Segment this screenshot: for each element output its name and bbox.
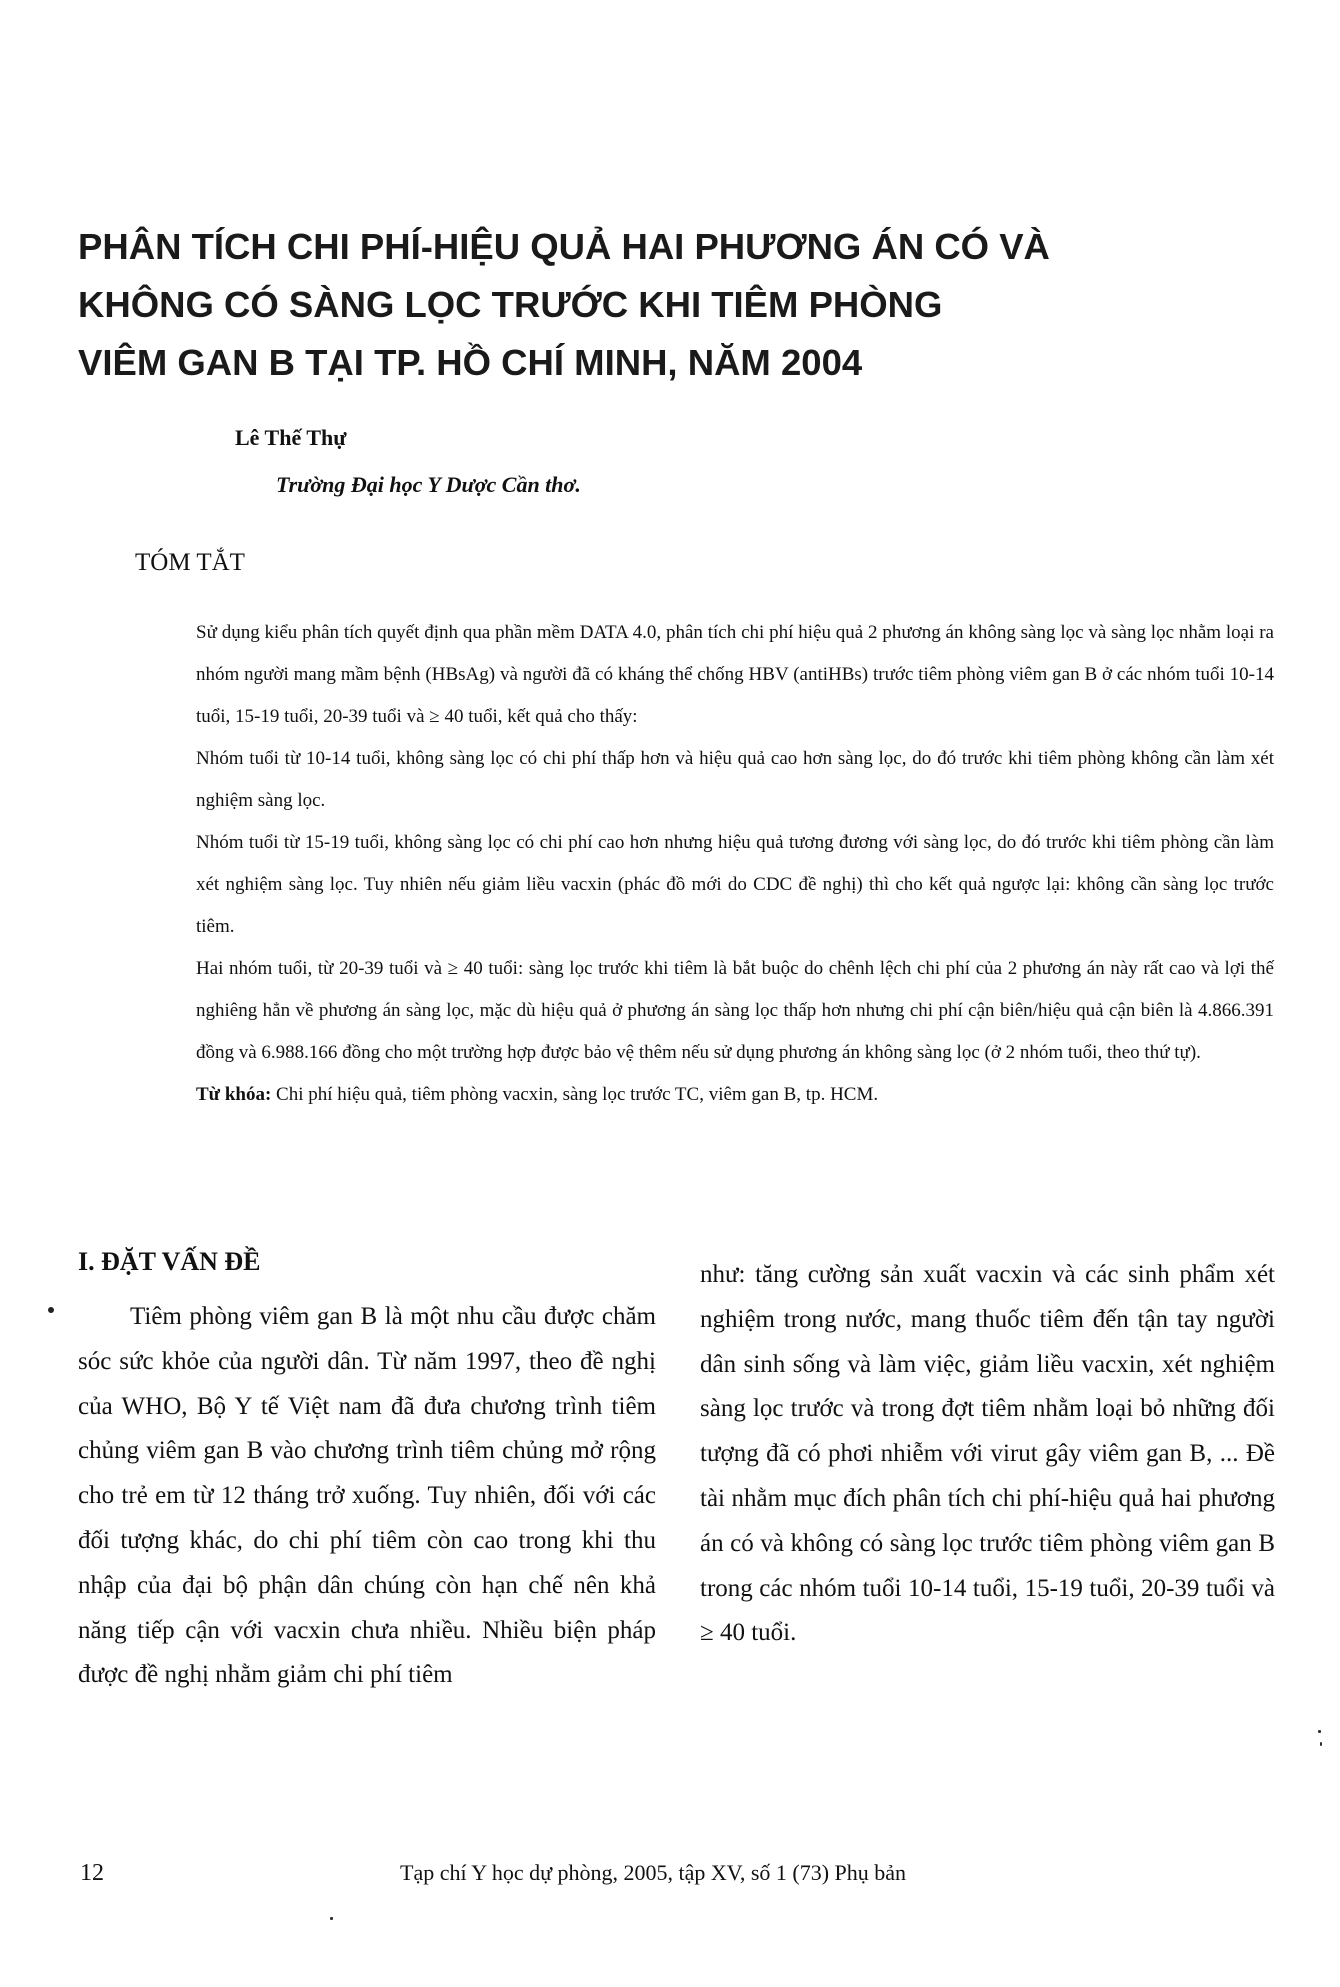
author-affiliation: Trường Đại học Y Dược Cần thơ. [276,472,581,497]
keywords-text: Chi phí hiệu quả, tiêm phòng vacxin, sàng lọc trước TC, viêm gan B, tp. HCM. [271,1084,879,1105]
margin-dot [48,1307,54,1313]
title-line-2: KHÔNG CÓ SÀNG LỌC TRƯỚC KHI TIÊM PHÒNG [78,284,943,325]
section-heading: I. ĐẶT VẤN ĐỀ [78,1247,261,1276]
scan-speck [1320,1742,1322,1746]
title-line-1: PHÂN TÍCH CHI PHÍ-HIỆU QUẢ HAI PHƯƠNG ÁN CÓ VÀ [78,226,1050,267]
body-column-left: Tiêm phòng viêm gan B là một nhu cầu được chăm sóc sức khỏe của người dân. Từ năm 1997, theo đề nghị của WHO, Bộ Y tế Việt nam đã đưa chương trình tiêm chủng viêm gan B vào chương trình tiêm chủng mở rộng cho trẻ em từ 12 tháng trở xuống. Tuy nhiên, đối với các đối tượng khác, do chi phí tiêm còn cao trong khi thu nhập của đại bộ phận dân chúng còn hạn chế nên khả năng tiếp cận với vacxin chưa nhiều. Nhiều biện pháp được đề nghị nhằm giảm chi phí tiêm [78,1303,656,1689]
keywords-label: Từ khóa: [196,1084,272,1105]
article-title [78,218,1198,392]
abstract-paragraph-2: Nhóm tuổi từ 10-14 tuổi, không sàng lọc có chi phí thấp hơn và hiệu quả cao hơn sàng lọc, do đó trước khi tiêm phòng không cần làm xét nghiệm sàng lọc. [196,748,1274,811]
abstract-heading: TÓM TẮT [135,549,245,576]
journal-citation: Tạp chí Y học dự phòng, 2005, tập XV, số 1 (73) Phụ bản [400,1860,907,1885]
body-column-right: như: tăng cường sản xuất vacxin và các sinh phẩm xét nghiệm trong nước, mang thuốc tiêm đến tận tay người dân sinh sống và làm việc, giảm liều vacxin, xét nghiệm sàng lọc trước và trong đợt tiêm nhằm loại bỏ những đối tượng đã có phơi nhiễm với virut gây viêm gan B, ... Đề tài nhằm mục đích phân tích chi phí-hiệu quả hai phương án có và không có sàng lọc trước tiêm phòng viêm gan B trong các nhóm tuổi 10-14 tuổi, 15-19 tuổi, 20-39 tuổi và ≥ 40 tuổi. [700,1261,1275,1647]
scan-speck [330,1917,333,1920]
keywords-line [196,1074,1274,1116]
abstract-paragraph-1: Sử dụng kiểu phân tích quyết định qua phần mềm DATA 4.0, phân tích chi phí hiệu quả 2 phương án không sàng lọc và sàng lọc nhằm loại ra nhóm người mang mầm bệnh (HBsAg) và người đã có kháng thể chống HBV (antiHBs) trước tiêm phòng viêm gan B ở các nhóm tuổi 10-14 tuổi, 15-19 tuổi, 20-39 tuổi và ≥ 40 tuổi, kết quả cho thấy: [196,622,1274,727]
author-name: Lê Thế Thự [235,425,347,450]
abstract-body [196,612,1274,1116]
page-number: 12 [80,1860,104,1886]
abstract-paragraph-4: Hai nhóm tuổi, từ 20-39 tuổi và ≥ 40 tuổi: sàng lọc trước khi tiêm là bắt buộc do chênh lệch chi phí của 2 phương án này rất cao và lợi thế nghiêng hẳn về phương án sàng lọc, mặc dù hiệu quả ở phương án sàng lọc thấp hơn nhưng chi phí cận biên/hiệu quả cận biên là 4.866.391 đồng và 6.988.166 đồng cho một trường hợp được bảo vệ thêm nếu sử dụng phương án không sàng lọc (ở 2 nhóm tuổi, theo thứ tự). [196,958,1274,1063]
title-line-3: VIÊM GAN B TẠI TP. HỒ CHÍ MINH, NĂM 2004 [78,342,863,383]
scan-speck [1318,1730,1321,1733]
abstract-paragraph-3: Nhóm tuổi từ 15-19 tuổi, không sàng lọc có chi phí cao hơn nhưng hiệu quả tương đương với sàng lọc, do đó trước khi tiêm phòng cần làm xét nghiệm sàng lọc. Tuy nhiên nếu giảm liều vacxin (phác đồ mới do CDC đề nghị) thì cho kết quả ngược lại: không cần sàng lọc trước tiêm. [196,832,1274,937]
